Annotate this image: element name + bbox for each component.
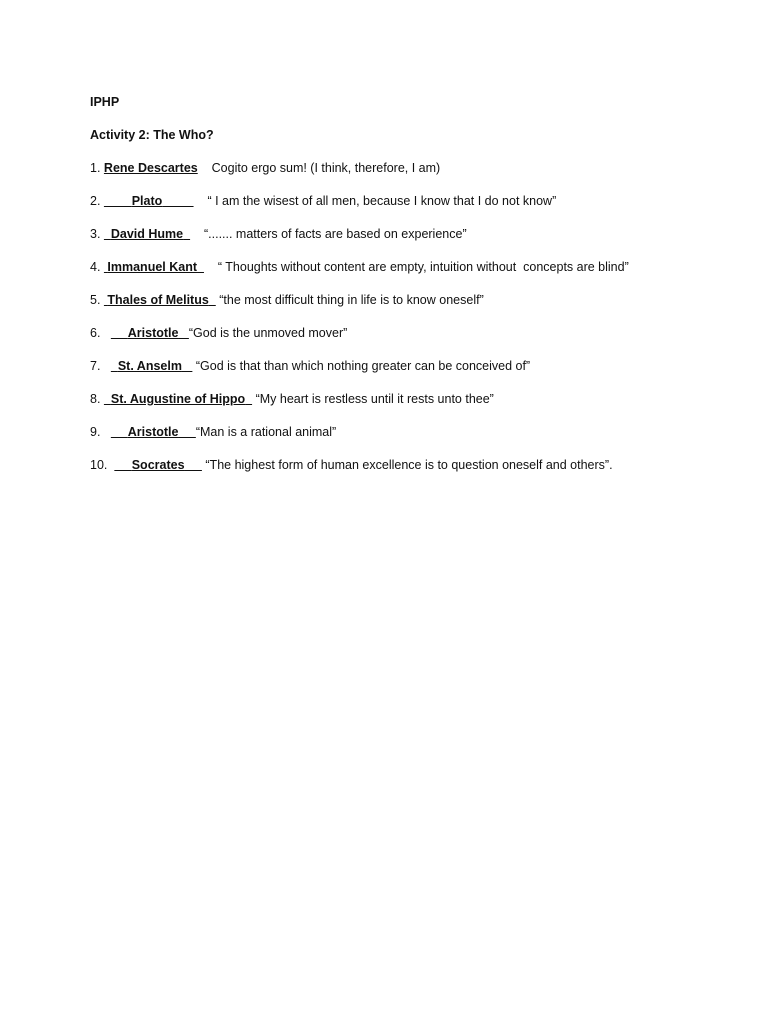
- item-number: 7.: [90, 359, 101, 373]
- item-number: 2.: [90, 194, 101, 208]
- item-answer: Plato: [131, 194, 163, 208]
- item-number: 5.: [90, 293, 101, 307]
- item-quote: “The highest form of human excellence is to question oneself and others”.: [205, 458, 613, 472]
- item-number: 4.: [90, 260, 101, 274]
- item-quote: “the most difficult thing in life is to know oneself”: [219, 293, 484, 307]
- list-item: [90, 193, 730, 209]
- item-answer: Aristotle: [127, 425, 179, 439]
- item-number: 3.: [90, 227, 101, 241]
- list-item: [90, 259, 730, 275]
- list-item: [90, 457, 730, 473]
- item-quote: “ I am the wisest of all men, because I know that I do not know”: [207, 194, 557, 208]
- document-page: [90, 94, 730, 490]
- item-number: 6.: [90, 326, 101, 340]
- item-quote: “My heart is restless until it rests unto thee”: [255, 392, 494, 406]
- item-answer: David Hume: [110, 227, 184, 241]
- list-item: [90, 391, 730, 407]
- item-answer: Aristotle: [127, 326, 179, 340]
- item-answer: Socrates: [131, 458, 185, 472]
- item-number: 9.: [90, 425, 101, 439]
- list-item: [90, 160, 730, 176]
- item-answer: St. Augustine of Hippo: [110, 392, 246, 406]
- list-item: [90, 292, 730, 308]
- item-answer: Rene Descartes: [103, 161, 198, 175]
- list-item: [90, 325, 730, 341]
- activity-title: Activity 2: The Who?: [90, 128, 214, 142]
- list-item: [90, 226, 730, 242]
- item-number: 10.: [90, 458, 108, 472]
- item-number: 8.: [90, 392, 101, 406]
- item-answer: Immanuel Kant: [107, 260, 198, 274]
- item-quote: “God is that than which nothing greater can be conceived of”: [195, 359, 531, 373]
- item-quote: “ Thoughts without content are empty, intuition without concepts are blind”: [217, 260, 629, 274]
- item-quote: “....... matters of facts are based on experience”: [203, 227, 467, 241]
- list-item: [90, 358, 730, 374]
- item-quote: “God is the unmoved mover”: [188, 326, 348, 340]
- list-item: [90, 424, 730, 440]
- course-code: IPHP: [90, 95, 120, 109]
- item-quote: Cogito ergo sum! (I think, therefore, I am): [211, 161, 441, 175]
- item-answer: St. Anselm: [117, 359, 182, 373]
- item-number: 1.: [90, 161, 101, 175]
- item-answer: Thales of Melitus: [107, 293, 209, 307]
- item-quote: “Man is a rational animal”: [195, 425, 337, 439]
